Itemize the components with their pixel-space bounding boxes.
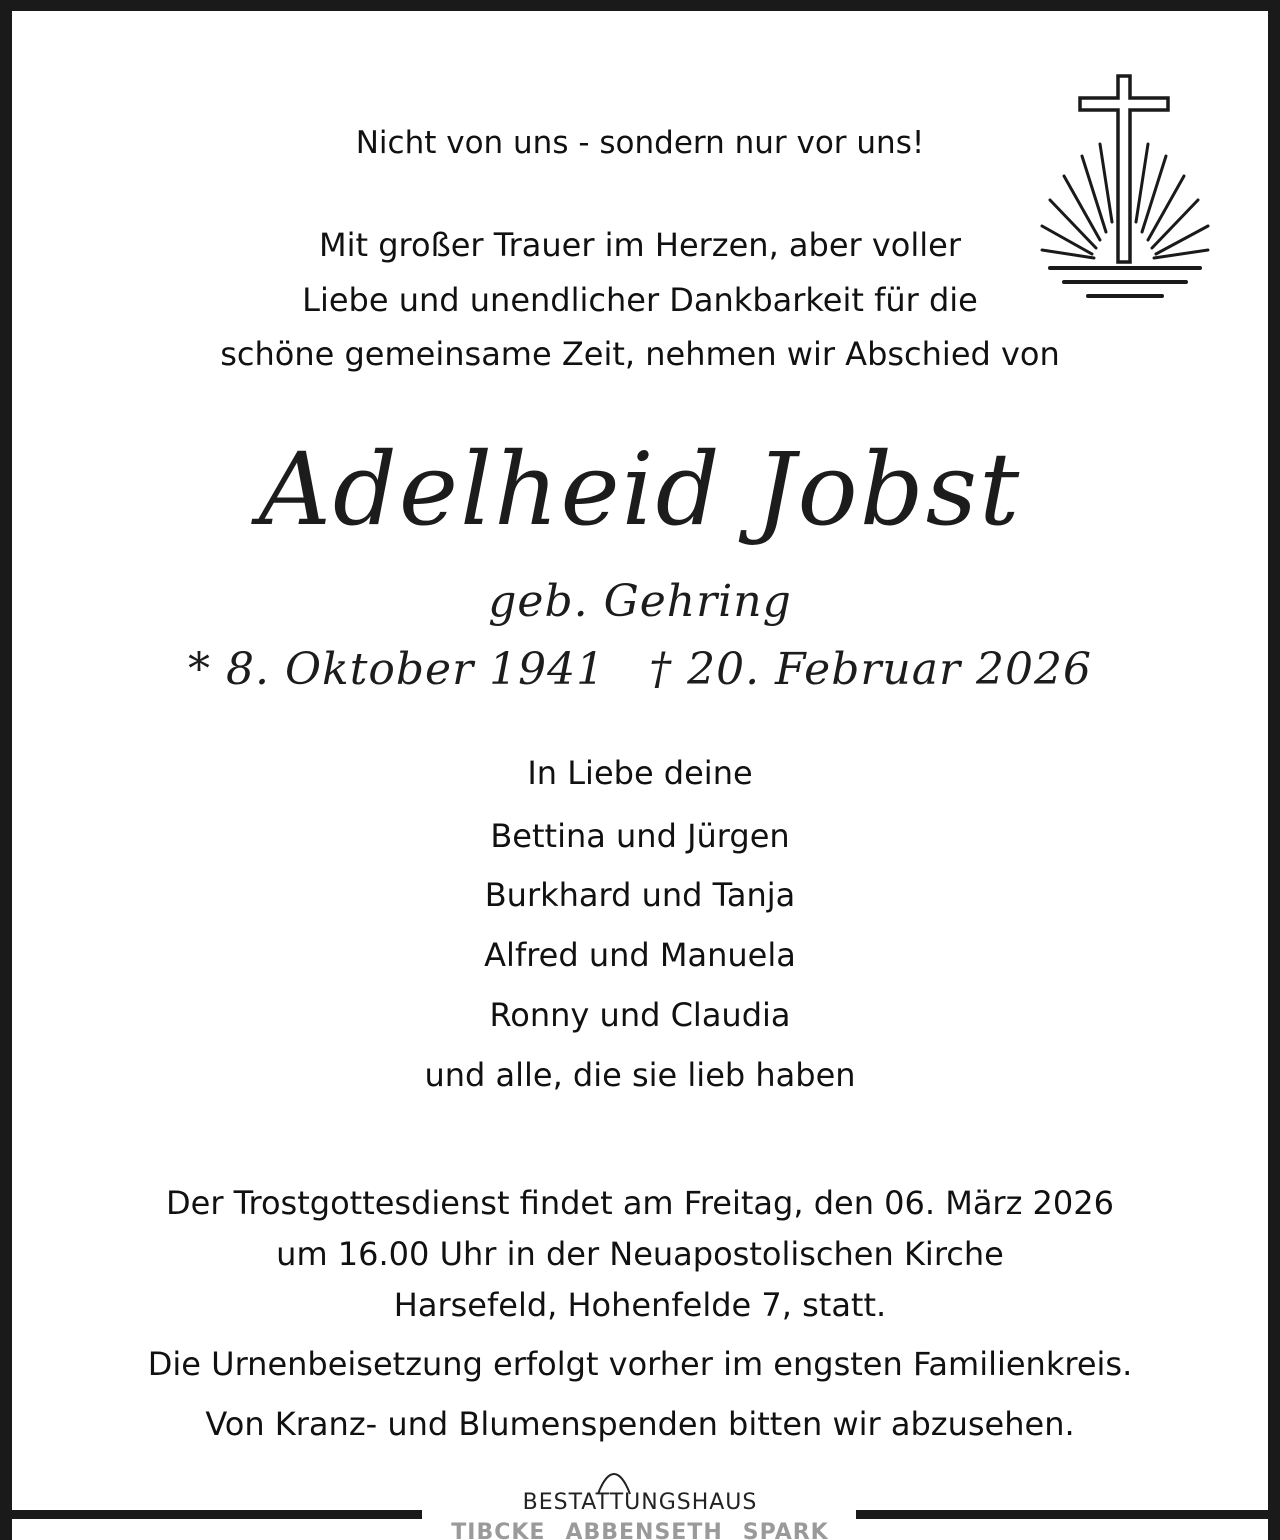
birth-date: * 8. Oktober 1941 [188,644,606,695]
intro-line-3: schöne gemeinsame Zeit, nehmen wir Abschied von [220,335,1060,373]
family-line: Burkhard und Tanja [484,876,796,914]
service-line-2: um 16.00 Uhr in der Neuapostolischen Kirche [276,1235,1004,1273]
death-date: † 20. Februar 2026 [649,644,1092,695]
bottom-rule-right [856,1510,1280,1519]
flowers-note: Von Kranz- und Blumenspenden bitten wir abzusehen. [205,1405,1075,1443]
funeral-home-name: TIBCKE [451,1520,546,1540]
family-line: Alfred und Manuela [484,936,796,974]
motto: Nicht von uns - sondern nur vor uns! [355,125,925,161]
intro-line-1: Mit großer Trauer im Herzen, aber voller [319,226,961,264]
cross-sunrise-icon [1036,72,1216,304]
signoff: In Liebe deine [527,754,753,792]
funeral-home-logo [430,1470,850,1540]
funeral-home-name: SPARK [742,1520,829,1540]
funeral-home-names [430,1522,850,1540]
urn-note: Die Urnenbeisetzung erfolgt vorher im engsten Familienkreis. [147,1345,1133,1383]
maiden-name: geb. Gehring [488,576,792,627]
life-dates [0,644,1280,695]
family-line: Ronny und Claudia [489,996,791,1034]
funeral-home-name: ABBENSETH [565,1520,723,1540]
deceased-name: Adelheid Jobst [258,431,1022,548]
family-line: und alle, die sie lieb haben [424,1056,856,1094]
funeral-home-title: BESTATTUNGSHAUS [522,1490,758,1515]
intro-line-2: Liebe und unendlicher Dankbarkeit für die [302,281,978,319]
service-line-3: Harsefeld, Hohenfelde 7, statt. [393,1286,887,1324]
family-line: Bettina und Jürgen [490,817,790,855]
bottom-rule-left [0,1510,422,1519]
service-line-1: Der Trostgottesdienst findet am Freitag, den 06. März 2026 [166,1184,1114,1222]
